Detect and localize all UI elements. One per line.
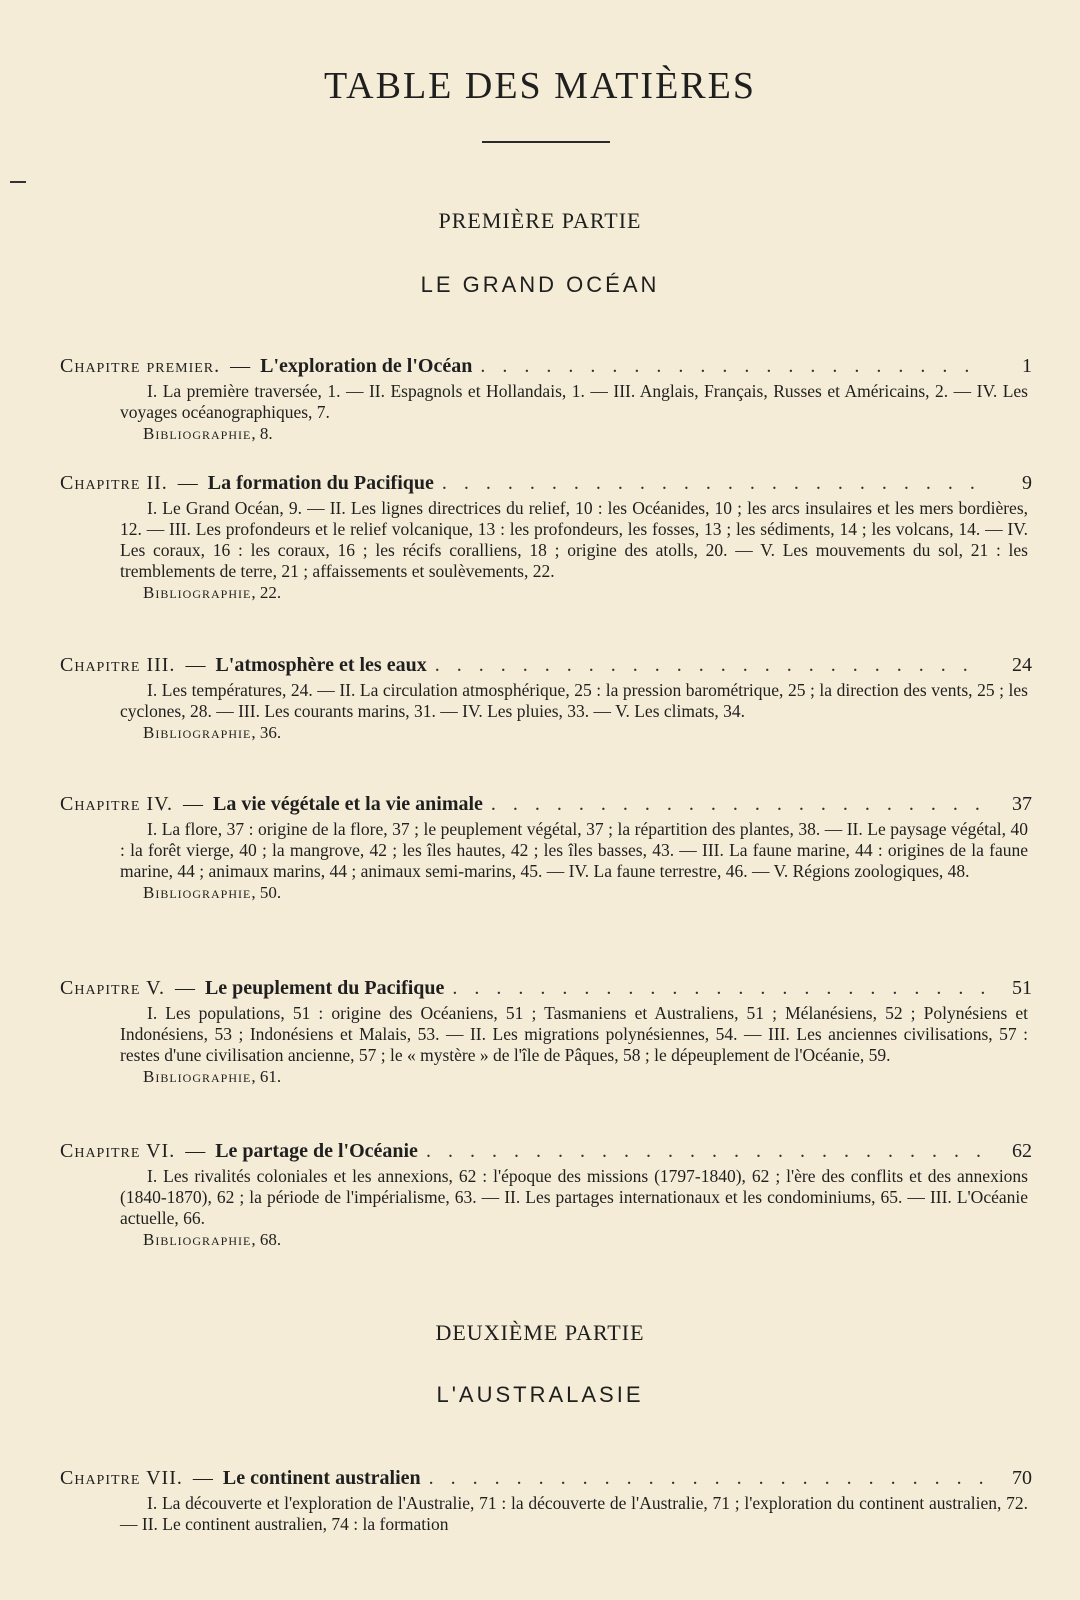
chapter-page: 1	[1022, 355, 1032, 377]
chapter-title: La vie végétale et la vie animale	[212, 793, 483, 815]
bibliography-label: Bibliographie	[143, 883, 252, 902]
chapter-bibliography	[143, 1229, 1032, 1250]
chapter-dash: —	[230, 355, 251, 377]
chapter-page: 51	[1012, 977, 1032, 999]
page-title: TABLE DES MATIÈRES	[324, 65, 756, 107]
chapter-title: Le continent australien	[222, 1467, 421, 1489]
chapter-bibliography	[143, 1066, 1032, 1087]
title-rule	[482, 141, 610, 143]
chapter-page: 37	[1012, 793, 1032, 815]
chapter-label: Chapitre II.	[60, 472, 168, 494]
leader-dots	[491, 791, 984, 817]
bibliography-page: , 8.	[251, 424, 273, 443]
chapter-summary: I. Les températures, 24. — II. La circulation atmosphérique, 25 : la pression barométrique, 25 ; la direction des vents, 25 ; les cyclones, 28. — III. Les courants marins, 31. — IV. Les pluies, 33. — V. Les climats, 34.	[120, 680, 1028, 721]
chapter-label: Chapitre V.	[60, 977, 165, 999]
part-label-1: PREMIÈRE PARTIE	[438, 208, 642, 233]
chapter-summary: I. Les rivalités coloniales et les annexions, 62 : l'époque des missions (1797-1840), 62 ; l'ère des conflits et des annexions (1840-1870), 62 ; la période de l'impérialisme, 63. — II. Les partages internationaux et les condominiums, 65. — III. L'Océanie actuelle, 66.	[120, 1166, 1028, 1228]
chapter-label: Chapitre VII.	[60, 1467, 183, 1489]
margin-mark	[10, 181, 26, 183]
chapter-summary: I. Les populations, 51 : origine des Océaniens, 51 ; Tasmaniens et Australiens, 51 ; Mélanésiens, 52 ; Polynésiens et Indonésiens, 53 ; Indonésiens et Malais, 53. — II. Les migrations polynésiennes, 54. — III. Les anciennes civilisations, 57 : restes d'une civilisation ancienne, 57 ; le « mystère » de l'île de Pâques, 58 ; le dépeuplement de l'Océanie, 59.	[120, 1003, 1028, 1065]
part-name-2: L'AUSTRALASIE	[436, 1382, 644, 1407]
chapter-dash: —	[182, 793, 203, 815]
chapter-label: Chapitre III.	[60, 654, 176, 676]
chapter-summary: I. La flore, 37 : origine de la flore, 37 ; le peuplement végétal, 37 ; la répartition des plantes, 38. — II. Le paysage végétal, 40 : la forêt vierge, 40 ; la mangrove, 42 ; les îles hautes, 42 ; les îles basses, 43. — III. La faune marine, 44 : origines de la faune marine, 44 ; animaux marins, 44 ; animaux semi-marins, 45. — IV. La faune terrestre, 46. — V. Régions zoologiques, 48.	[120, 819, 1028, 881]
leader-dots	[435, 652, 984, 678]
chapter-label: Chapitre premier.	[60, 355, 221, 377]
chapter-dash: —	[192, 1467, 213, 1489]
chapter-bibliography	[143, 423, 1032, 444]
chapter-entry-1[interactable]	[60, 353, 1032, 444]
chapter-dash: —	[177, 472, 198, 494]
chapter-title: L'exploration de l'Océan	[260, 355, 473, 377]
chapter-summary: I. La découverte et l'exploration de l'Australie, 71 : la découverte de l'Australie, 71 ; l'exploration du continent australien, 72. — II. Le continent australien, 74 : la formation	[120, 1493, 1028, 1534]
bibliography-page: , 36.	[251, 723, 282, 742]
chapter-title: Le peuplement du Pacifique	[204, 977, 445, 999]
bibliography-page: , 61.	[251, 1067, 282, 1086]
chapter-entry-4[interactable]	[60, 791, 1032, 903]
bibliography-page: , 68.	[251, 1230, 282, 1249]
part-label-2: DEUXIÈME PARTIE	[435, 1320, 645, 1345]
bibliography-page: , 22.	[251, 583, 282, 602]
chapter-entry-2[interactable]	[60, 470, 1032, 603]
chapter-label: Chapitre VI.	[60, 1140, 176, 1162]
chapter-bibliography	[143, 582, 1032, 603]
chapter-dash: —	[185, 654, 206, 676]
chapter-summary: I. La première traversée, 1. — II. Espagnols et Hollandais, 1. — III. Anglais, Français, Russes et Américains, 2. — IV. Les voyages océanographiques, 7.	[120, 381, 1028, 422]
chapter-entry-7[interactable]	[60, 1465, 1032, 1535]
bibliography-label: Bibliographie	[143, 583, 252, 602]
chapter-title: La formation du Pacifique	[207, 472, 434, 494]
chapter-summary: I. Le Grand Océan, 9. — II. Les lignes directrices du relief, 10 : les Océanides, 10 ; les arcs insulaires et les mers bordières, 12. — III. Les profondeurs et le relief volcanique, 13 : les profondeurs, les fosses, 13 ; les sédiments, 14 ; les volcans, 14. — IV. Les coraux, 16 : les coraux, 16 ; les récifs coralliens, 18 ; origine des atolls, 20. — V. Les mouvements du sol, 21 : les tremblements de terre, 21 ; affaissements et soulèvements, 22.	[120, 498, 1028, 581]
chapter-page: 24	[1012, 654, 1032, 676]
leader-dots	[452, 975, 984, 1001]
chapter-page: 70	[1012, 1467, 1032, 1489]
chapter-dash: —	[185, 1140, 206, 1162]
bibliography-page: , 50.	[251, 883, 282, 902]
chapter-dash: —	[174, 977, 195, 999]
bibliography-label: Bibliographie	[143, 424, 252, 443]
leader-dots	[480, 353, 984, 379]
bibliography-label: Bibliographie	[143, 723, 252, 742]
chapter-page: 9	[1022, 472, 1032, 494]
chapter-entry-5[interactable]	[60, 975, 1032, 1087]
chapter-title: L'atmosphère et les eaux	[215, 654, 427, 676]
chapter-title: Le partage de l'Océanie	[215, 1140, 418, 1162]
leader-dots	[429, 1465, 984, 1491]
leader-dots	[426, 1138, 984, 1164]
chapter-label: Chapitre IV.	[60, 793, 173, 815]
bibliography-label: Bibliographie	[143, 1230, 252, 1249]
chapter-entry-3[interactable]	[60, 652, 1032, 743]
chapter-page: 62	[1012, 1140, 1032, 1162]
chapter-entry-6[interactable]	[60, 1138, 1032, 1250]
chapter-bibliography	[143, 722, 1032, 743]
bibliography-label: Bibliographie	[143, 1067, 252, 1086]
leader-dots	[442, 470, 984, 496]
chapter-bibliography	[143, 882, 1032, 903]
part-name-1: LE GRAND OCÉAN	[420, 272, 660, 297]
